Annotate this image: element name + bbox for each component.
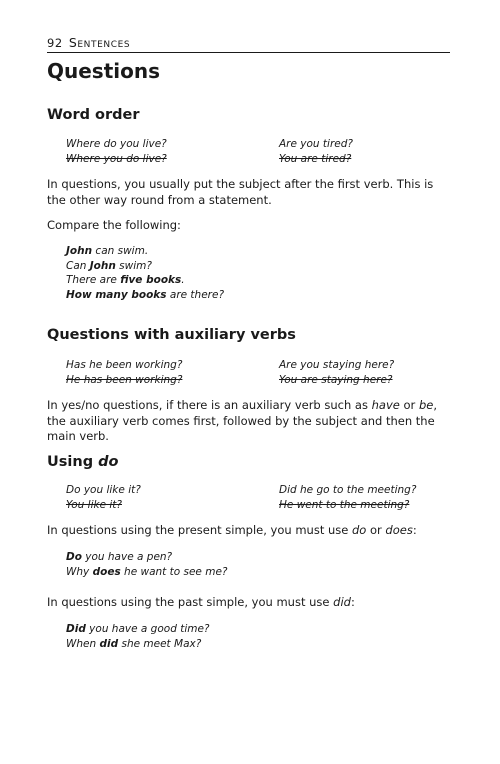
page-title: Questions	[47, 59, 161, 83]
compare-line: How many books are there?	[66, 288, 225, 301]
question-example: Are you tired?	[279, 138, 353, 150]
example-right-3	[279, 483, 416, 512]
example-left-1	[66, 137, 167, 166]
example-right-2	[279, 358, 394, 387]
compare-line: There are five books.	[66, 274, 185, 286]
question-example: Where do you live?	[66, 138, 167, 150]
paragraph-compare: Compare the following:	[47, 218, 181, 232]
header-rule	[47, 52, 450, 53]
compare-examples	[66, 244, 224, 302]
question-example: Are you staying here?	[279, 359, 395, 371]
present-simple-examples	[66, 550, 228, 579]
example-left-3	[66, 483, 141, 512]
example-line: When did she meet Max?	[66, 637, 202, 650]
question-example: Has he been working?	[66, 359, 183, 371]
incorrect-example: You are tired?	[279, 152, 352, 165]
paragraph-word-order: In questions, you usually put the subject after the first verb. This is the other way round from a statement.	[47, 177, 434, 207]
heading-word-order: Word order	[47, 107, 140, 123]
paragraph-past-simple: In questions using the past simple, you must use did:	[47, 595, 355, 609]
compare-line: John can swim.	[66, 245, 149, 257]
past-simple-examples	[66, 622, 210, 651]
heading-auxiliary-verbs: Questions with auxiliary verbs	[47, 327, 296, 343]
example-line: Why does he want to see me?	[66, 565, 228, 578]
running-head	[47, 36, 130, 50]
question-example: Do you like it?	[66, 484, 141, 496]
example-line: Did you have a good time?	[66, 623, 210, 635]
compare-line: Can John swim?	[66, 259, 152, 272]
incorrect-example: He went to the meeting?	[279, 498, 410, 511]
example-right-1	[279, 137, 353, 166]
incorrect-example: You like it?	[66, 498, 122, 511]
paragraph-present-simple: In questions using the present simple, you must use do or does:	[47, 523, 417, 537]
question-example: Did he go to the meeting?	[279, 484, 417, 496]
paragraph-auxiliary: In yes/no questions, if there is an auxiliary verb such as have or be, the auxiliary verb comes first, followed by the subject and then the main verb.	[47, 398, 437, 443]
incorrect-example: You are staying here?	[279, 373, 393, 386]
heading-using-do: Using do	[47, 454, 119, 470]
incorrect-example: He has been working?	[66, 373, 183, 386]
section-name: Sentences	[68, 35, 131, 50]
incorrect-example: Where you do live?	[66, 152, 167, 165]
example-line: Do you have a pen?	[66, 551, 173, 563]
page-number: 92	[47, 36, 63, 50]
example-left-2	[66, 358, 182, 387]
